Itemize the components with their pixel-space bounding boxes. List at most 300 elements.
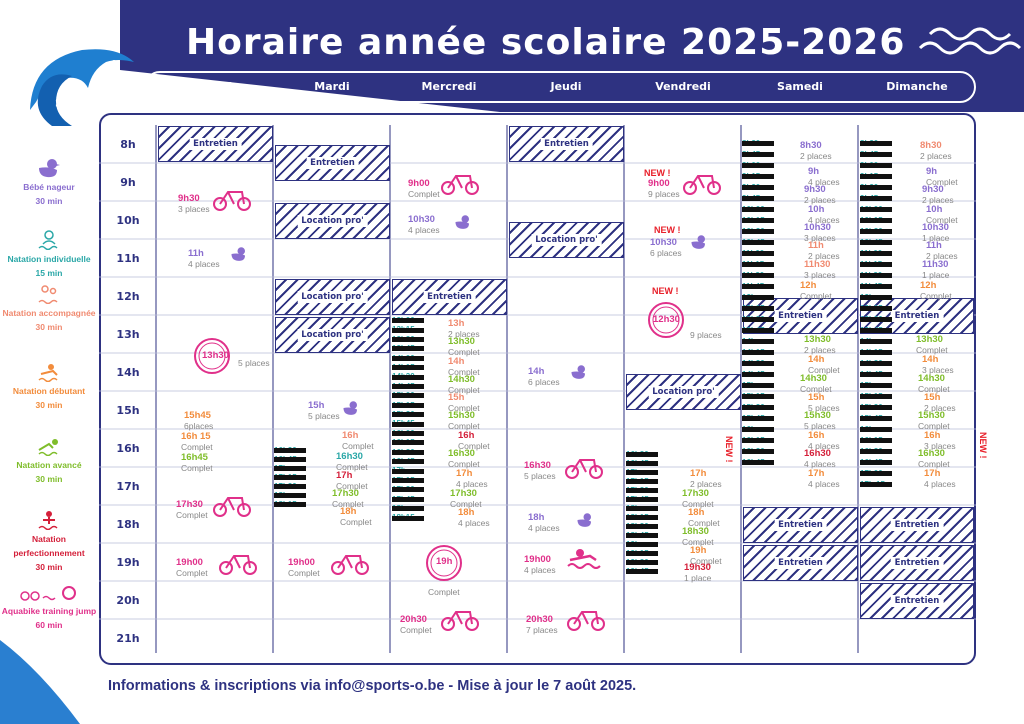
legend-aquabike-name: Aquabike training jump (1, 606, 97, 616)
strike-bar (392, 469, 424, 474)
maintenance-block: Entretien (392, 279, 507, 315)
struck-time (860, 391, 894, 402)
activity-samedi-4[interactable]: 10h30 3 places (804, 222, 836, 243)
strike-bar (626, 488, 658, 493)
struck-time (860, 457, 894, 468)
activity-lundi-2-places: 5 places (238, 358, 270, 368)
activity-jeudi-1[interactable]: 16h30 5 places (524, 460, 556, 481)
swimmer-accompanied-icon (37, 284, 61, 304)
activity-mercredi-9[interactable]: 16h30 Complet (448, 448, 480, 469)
activity-vendredi-7[interactable]: 19h Complet (690, 545, 722, 566)
strike-bar (392, 431, 424, 436)
strike-bar (742, 416, 774, 421)
struck-time (742, 391, 776, 402)
struck-time (860, 413, 894, 424)
struck-time (860, 248, 894, 259)
strike-bar (742, 460, 774, 465)
hour-label: 10h (116, 214, 140, 227)
strike-bar (860, 471, 892, 476)
struck-time (274, 446, 308, 455)
struck-time (392, 448, 426, 457)
page-title: Horaire année scolaire 2025-2026 (186, 22, 906, 63)
activity-mercredi-7[interactable]: 15h30 Complet (448, 410, 480, 431)
activity-jeudi-2[interactable]: 18h 4 places (528, 512, 560, 533)
swimmer-individual-icon (37, 230, 61, 250)
struck-time (392, 391, 426, 400)
duck-icon (37, 158, 61, 178)
strike-bar (742, 427, 774, 432)
struck-time (860, 182, 894, 193)
struck-time (742, 369, 776, 380)
activity-samedi-3[interactable]: 10h 4 places (808, 204, 840, 225)
strike-bar (742, 361, 774, 366)
struck-time (860, 369, 894, 380)
activity-dimanche-14[interactable]: 16h30 Complet (918, 448, 950, 469)
activity-lundi-3[interactable]: 15h45 6places (184, 410, 214, 431)
struck-time (392, 513, 426, 522)
strike-bar (742, 185, 774, 190)
activity-lundi-2[interactable]: 13h30 (202, 350, 229, 361)
maintenance-block: Entretien (860, 583, 974, 619)
activity-samedi-8[interactable]: 13h30 2 places (804, 334, 836, 355)
struck-time (860, 424, 894, 435)
strike-bar (742, 207, 774, 212)
struck-time (274, 491, 308, 500)
legend-perfection-duration: 30 min (35, 562, 63, 572)
struck-time (860, 215, 894, 226)
struck-time (860, 160, 894, 171)
legend-accompanied (0, 284, 98, 334)
strike-bar (392, 328, 424, 333)
struck-time (626, 522, 660, 531)
maintenance-block: Entretien (743, 298, 858, 334)
strike-bar (742, 262, 774, 267)
activity-dimanche-6[interactable]: 11h30 1 place (922, 259, 950, 280)
strike-bar (742, 394, 774, 399)
strike-bar (860, 141, 892, 146)
activity-samedi-1[interactable]: 9h 4 places (808, 166, 840, 187)
activity-samedi-6[interactable]: 11h30 3 places (804, 259, 836, 280)
strike-bar (392, 450, 424, 455)
activity-mercredi-8[interactable]: 16h Complet (458, 430, 490, 451)
strike-bar (392, 356, 424, 361)
strike-bar (626, 461, 658, 466)
strike-bar (274, 466, 306, 471)
legend-individual-duration: 15 min (35, 268, 63, 278)
activity-vendredi-1[interactable]: 10h30 6 places (650, 237, 682, 258)
activity-vendredi-2[interactable]: 12h30 (653, 314, 680, 325)
strike-bar (860, 152, 892, 157)
strike-bar (860, 350, 892, 355)
activity-vendredi-6[interactable]: 18h30 Complet (682, 526, 714, 547)
struck-time (742, 413, 776, 424)
duck-icon (454, 214, 472, 230)
struck-time (392, 504, 426, 513)
legend-perfection-name: Natation perfectionnement (13, 534, 85, 558)
bike-icon (212, 490, 252, 518)
struck-time (860, 347, 894, 358)
activity-mercredi-11[interactable]: 17h30 Complet (450, 488, 482, 509)
strike-bar (626, 470, 658, 475)
struck-time (742, 303, 776, 314)
strike-bar (274, 475, 306, 480)
legend-individual (0, 230, 98, 280)
activity-mercredi-10[interactable]: 17h 4 places (456, 468, 488, 489)
hour-label: 19h (116, 556, 140, 569)
strike-bar (392, 393, 424, 398)
activity-mardi-6[interactable]: 19h00 Complet (288, 557, 320, 578)
struck-time (392, 401, 426, 410)
struck-time (742, 204, 776, 215)
new-badge: NEW ! (654, 225, 681, 235)
activity-dimanche-2[interactable]: 9h30 2 places (922, 184, 954, 205)
hour-label: 12h (116, 290, 140, 303)
strike-bar (860, 438, 892, 443)
strike-bar (860, 295, 892, 300)
swimmer-aqua-icon (566, 548, 602, 572)
struck-time (392, 354, 426, 363)
strike-bar (626, 533, 658, 538)
activity-dimanche-15[interactable]: 17h 4 places (924, 468, 956, 489)
activity-dimanche-0[interactable]: 8h30 2 places (920, 140, 952, 161)
hour-label: 20h (116, 594, 140, 607)
struck-time (860, 171, 894, 182)
strike-bar (742, 196, 774, 201)
swimmer-perfection-icon (37, 510, 61, 530)
maintenance-block: Entretien (743, 507, 858, 543)
strike-bar (742, 372, 774, 377)
strike-bar (742, 284, 774, 289)
activity-mercredi-5[interactable]: 14h30 Complet (448, 374, 480, 395)
strike-bar (742, 273, 774, 278)
bike-icon (682, 168, 722, 196)
activity-mercredi-6[interactable]: 15h Complet (448, 392, 480, 413)
struck-time (626, 495, 660, 504)
activity-lundi-4[interactable]: 16h 15 Complet (181, 431, 213, 452)
duck-icon (342, 400, 360, 416)
activity-mercredi-2[interactable]: 13h 2 places (448, 318, 480, 339)
struck-time (392, 495, 426, 504)
struck-time (626, 450, 660, 459)
strike-bar (860, 317, 892, 322)
struck-time (742, 336, 776, 347)
strike-bar (860, 207, 892, 212)
activity-mardi-2[interactable]: 16h30 Complet (336, 451, 368, 472)
struck-time (860, 226, 894, 237)
maintenance-block: Entretien (158, 126, 273, 162)
strike-bar (860, 460, 892, 465)
struck-time (742, 149, 776, 160)
day-vendredi: Vendredi (655, 80, 711, 93)
activity-samedi-14[interactable]: 16h30 4 places (804, 448, 836, 469)
legend-aquabike-duration: 60 min (35, 620, 63, 630)
struck-time (742, 270, 776, 281)
strike-bar (392, 337, 424, 342)
activity-vendredi-4[interactable]: 17h30 Complet (682, 488, 714, 509)
strike-bar (860, 185, 892, 190)
hour-label: 13h (116, 328, 140, 341)
legend-aquabike (0, 584, 98, 632)
struck-time (626, 531, 660, 540)
bike-icon (566, 604, 606, 632)
day-mardi: Mardi (314, 80, 350, 93)
strike-bar (860, 284, 892, 289)
activity-samedi-7[interactable]: 12h Complet (800, 280, 832, 301)
struck-time (626, 549, 660, 558)
activity-vendredi-0[interactable]: 9h00 9 places (648, 178, 680, 199)
struck-time (860, 292, 894, 303)
activity-jeudi-4[interactable]: 20h30 7 places (526, 614, 558, 635)
activity-samedi-5[interactable]: 11h 2 places (808, 240, 840, 261)
strike-bar (626, 497, 658, 502)
bike-icon (440, 604, 480, 632)
strike-bar (626, 515, 658, 520)
strike-bar (274, 502, 306, 507)
struck-time (392, 382, 426, 391)
new-badge-vertical: NEW ! (724, 436, 734, 463)
activity-lundi-0[interactable]: 9h30 3 places (178, 193, 210, 214)
struck-time (626, 513, 660, 522)
bike-icon (440, 168, 480, 196)
struck-time (860, 204, 894, 215)
struck-time (860, 259, 894, 270)
struck-time (392, 410, 426, 419)
maintenance-block: Entretien (860, 298, 974, 334)
strike-bar (742, 328, 774, 333)
footer-info: Informations & inscriptions via info@sports-o.be - Mise à jour le 7 août 2025. (108, 678, 637, 694)
strike-bar (392, 422, 424, 427)
struck-time (860, 149, 894, 160)
struck-time (626, 540, 660, 549)
strike-bar (742, 163, 774, 168)
struck-time (742, 237, 776, 248)
strike-bar (742, 240, 774, 245)
hour-label: 8h (120, 138, 136, 151)
strike-bar (392, 516, 424, 521)
activity-mercredi-4[interactable]: 14h Complet (448, 356, 480, 377)
strike-bar (392, 365, 424, 370)
activity-vendredi-3[interactable]: 17h 2 places (690, 468, 722, 489)
activity-dimanche-4[interactable]: 10h30 1 place (922, 222, 950, 243)
struck-time (274, 482, 308, 491)
struck-time (742, 182, 776, 193)
maintenance-block: Entretien (275, 145, 390, 181)
struck-time (742, 160, 776, 171)
struck-time (860, 193, 894, 204)
activity-mercredi-13[interactable]: 19h (436, 556, 453, 567)
strike-bar (274, 457, 306, 462)
duck-icon (230, 246, 248, 262)
strike-bar (392, 412, 424, 417)
strike-bar (860, 427, 892, 432)
maintenance-block: Entretien (743, 545, 858, 581)
strike-bar (860, 339, 892, 344)
activity-samedi-2[interactable]: 9h30 2 places (804, 184, 836, 205)
activity-dimanche-1[interactable]: 9h Complet (926, 166, 958, 187)
struck-time (742, 435, 776, 446)
activity-dimanche-12[interactable]: 15h30 Complet (918, 410, 950, 431)
struck-time (392, 476, 426, 485)
wave-decoration (0, 640, 90, 724)
activity-dimanche-10[interactable]: 14h30 Complet (918, 373, 950, 394)
strike-bar (860, 251, 892, 256)
struck-time (274, 464, 308, 473)
legend-accompanied-name: Natation accompagnée (2, 308, 96, 318)
rental-block: Location pro' (275, 203, 390, 239)
legend-beginner-duration: 30 min (35, 400, 63, 410)
struck-time (860, 479, 894, 490)
struck-time (742, 281, 776, 292)
strike-bar (860, 196, 892, 201)
new-badge-vertical: NEW ! (978, 432, 988, 459)
struck-time (860, 435, 894, 446)
strike-bar (392, 318, 424, 323)
struck-time (742, 171, 776, 182)
strike-bar (860, 361, 892, 366)
legend-advanced-duration: 30 min (35, 474, 63, 484)
activity-jeudi-3[interactable]: 19h00 4 places (524, 554, 556, 575)
hour-label: 16h (116, 442, 140, 455)
activity-vendredi-5[interactable]: 18h Complet (688, 507, 720, 528)
struck-time (860, 468, 894, 479)
struck-time (742, 193, 776, 204)
strike-bar (860, 394, 892, 399)
struck-time (742, 226, 776, 237)
strike-bar (860, 163, 892, 168)
struck-time (860, 446, 894, 457)
activity-samedi-11[interactable]: 15h 5 places (808, 392, 840, 413)
strike-bar (860, 482, 892, 487)
strike-bar (742, 438, 774, 443)
strike-bar (860, 405, 892, 410)
struck-time (274, 455, 308, 464)
strike-bar (626, 452, 658, 457)
bike-icon (212, 184, 252, 212)
strike-bar (742, 350, 774, 355)
struck-time (742, 248, 776, 259)
activity-dimanche-9[interactable]: 14h 3 places (922, 354, 954, 375)
activity-dimanche-3[interactable]: 10h Complet (926, 204, 958, 225)
strike-bar (742, 295, 774, 300)
struck-time (392, 419, 426, 428)
struck-time (742, 424, 776, 435)
maintenance-block: Entretien (860, 507, 974, 543)
strike-bar (626, 551, 658, 556)
strike-bar (626, 479, 658, 484)
struck-time (742, 215, 776, 226)
strike-bar (860, 262, 892, 267)
activity-mardi-4[interactable]: 17h30 Complet (332, 488, 364, 509)
duck-icon (690, 234, 708, 250)
activity-samedi-10[interactable]: 14h30 Complet (800, 373, 832, 394)
activity-samedi-13[interactable]: 16h 4 places (808, 430, 840, 451)
strike-bar (860, 372, 892, 377)
activity-lundi-6[interactable]: 17h30 Complet (176, 499, 208, 520)
activity-mercredi-1[interactable]: 10h30 4 places (408, 214, 440, 235)
rental-block: Location pro' (275, 317, 390, 353)
strike-bar (742, 449, 774, 454)
struck-time (860, 138, 894, 149)
struck-time (626, 477, 660, 486)
strike-bar (742, 141, 774, 146)
strike-bar (860, 449, 892, 454)
struck-time (392, 466, 426, 475)
struck-time (860, 380, 894, 391)
activity-lundi-1[interactable]: 11h 4 places (188, 248, 220, 269)
activity-vendredi-8[interactable]: 19h30 1 place (684, 562, 712, 583)
activity-mercredi-12[interactable]: 18h 4 places (458, 507, 490, 528)
struck-time (626, 567, 660, 576)
activity-mardi-5[interactable]: 18h Complet (340, 506, 372, 527)
struck-time (860, 358, 894, 369)
struck-time (860, 270, 894, 281)
strike-bar (626, 542, 658, 547)
hour-label: 21h (116, 632, 140, 645)
strike-bar (742, 229, 774, 234)
activity-dimanche-8[interactable]: 13h30 Complet (916, 334, 948, 355)
hour-label: 17h (116, 480, 140, 493)
day-jeudi: Jeudi (550, 80, 582, 93)
bike-icon (330, 548, 370, 576)
legend-baby-duration: 30 min (35, 196, 63, 206)
strike-bar (742, 306, 774, 311)
struck-time (392, 363, 426, 372)
strike-bar (274, 493, 306, 498)
activity-mardi-0[interactable]: 15h 5 places (308, 400, 340, 421)
activity-samedi-12[interactable]: 15h30 5 places (804, 410, 836, 431)
strike-bar (626, 569, 658, 574)
struck-time (626, 486, 660, 495)
struck-time (626, 558, 660, 567)
strike-bar (392, 384, 424, 389)
activity-jeudi-0[interactable]: 14h 6 places (528, 366, 560, 387)
activity-samedi-9[interactable]: 14h Complet (808, 354, 840, 375)
duck-icon (576, 512, 594, 528)
struck-time (742, 380, 776, 391)
bike-icon (564, 452, 604, 480)
activity-mercredi-3[interactable]: 13h30 Complet (448, 336, 480, 357)
new-badge: NEW ! (644, 168, 671, 178)
strike-bar (742, 383, 774, 388)
struck-time (274, 500, 308, 509)
activity-dimanche-13[interactable]: 16h 3 places (924, 430, 956, 451)
strike-bar (860, 416, 892, 421)
hour-label: 11h (116, 252, 140, 265)
hour-label: 9h (120, 176, 136, 189)
activity-mercredi-0[interactable]: 9h00 Complet (408, 178, 440, 199)
struck-time (742, 138, 776, 149)
activity-mardi-3[interactable]: 17h Complet (336, 470, 368, 491)
activity-lundi-7[interactable]: 19h00 Complet (176, 557, 208, 578)
struck-time (742, 347, 776, 358)
activity-mercredi-13-places: Complet (428, 587, 460, 597)
activity-mardi-1[interactable]: 16h Complet (342, 430, 374, 451)
activity-dimanche-11[interactable]: 15h 2 places (924, 392, 956, 413)
strike-bar (860, 218, 892, 223)
strike-bar (392, 346, 424, 351)
strike-bar (392, 375, 424, 380)
strike-bar (626, 506, 658, 511)
activity-samedi-15[interactable]: 17h 4 places (808, 468, 840, 489)
activity-samedi-0[interactable]: 8h30 2 places (800, 140, 832, 161)
new-badge: NEW ! (652, 286, 679, 296)
activity-dimanche-5[interactable]: 11h 2 places (926, 240, 958, 261)
activity-lundi-5[interactable]: 16h45 Complet (181, 452, 213, 473)
struck-time (860, 281, 894, 292)
activity-mercredi-14[interactable]: 20h30 Complet (400, 614, 432, 635)
strike-bar (392, 506, 424, 511)
activity-dimanche-7[interactable]: 12h Complet (920, 280, 952, 301)
